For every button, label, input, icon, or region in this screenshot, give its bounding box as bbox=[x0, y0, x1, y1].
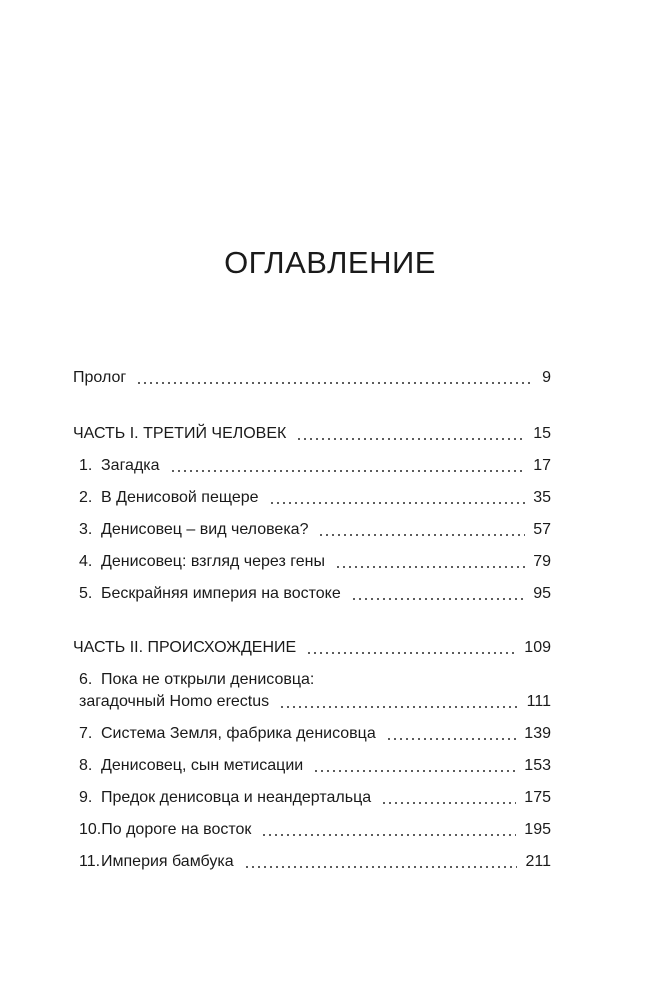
toc-entry-chapter-8[interactable] bbox=[79, 754, 551, 778]
chapter-number: 5. bbox=[79, 585, 93, 602]
toc-page-number: 95 bbox=[533, 585, 551, 602]
toc-entry-label: В Денисовой пещере bbox=[101, 489, 259, 506]
toc-entry-label: ЧАСТЬ II. ПРОИСХОЖДЕНИЕ bbox=[73, 639, 297, 656]
chapter-number: 6. bbox=[79, 671, 93, 688]
toc-page-number: 153 bbox=[524, 757, 551, 774]
toc-page-number: 57 bbox=[533, 521, 551, 538]
toc-entry-chapter-9[interactable] bbox=[79, 786, 551, 810]
toc-page-number: 175 bbox=[524, 789, 551, 806]
toc-entry-chapter-10[interactable] bbox=[79, 818, 551, 842]
dot-leader bbox=[261, 834, 516, 836]
dot-leader bbox=[244, 866, 518, 868]
chapter-number: 10. bbox=[79, 821, 102, 838]
dot-leader bbox=[296, 438, 525, 440]
toc-page-number: 9 bbox=[542, 369, 551, 386]
toc-page-number: 35 bbox=[533, 489, 551, 506]
toc-entry-chapter-4[interactable] bbox=[79, 550, 551, 574]
toc-entry-chapter-6-line2[interactable] bbox=[79, 690, 551, 714]
toc-entry-chapter-1[interactable] bbox=[79, 454, 551, 478]
chapter-number: 9. bbox=[79, 789, 93, 806]
chapter-number: 2. bbox=[79, 489, 93, 506]
toc-entry-part-2[interactable] bbox=[73, 636, 551, 660]
toc-entry-label: Загадка bbox=[101, 457, 160, 474]
toc-entry-label: загадочный Homo erectus bbox=[79, 693, 270, 710]
toc-entry-label: ЧАСТЬ I. ТРЕТИЙ ЧЕЛОВЕК bbox=[73, 425, 287, 442]
toc-page-number: 195 bbox=[524, 821, 551, 838]
chapter-number: 11. bbox=[79, 853, 101, 870]
toc-entry-label: Империя бамбука bbox=[101, 853, 234, 870]
toc-entry-label: Система Земля, фабрика денисовца bbox=[101, 725, 376, 742]
toc-page-number: 109 bbox=[524, 639, 551, 656]
toc-entry-prologue[interactable] bbox=[73, 366, 551, 390]
chapter-number: 8. bbox=[79, 757, 93, 774]
toc-entry-label: Денисовец: взгляд через гены bbox=[101, 553, 325, 570]
toc-entry-part-1[interactable] bbox=[73, 422, 551, 446]
toc-entry-label: Денисовец – вид человека? bbox=[101, 521, 309, 538]
toc-entry-label: Денисовец, сын метисации bbox=[101, 757, 304, 774]
toc-page-number: 79 bbox=[533, 553, 551, 570]
chapter-number: 1. bbox=[79, 457, 93, 474]
chapter-number: 3. bbox=[79, 521, 93, 538]
toc-entry-chapter-3[interactable] bbox=[79, 518, 551, 542]
dot-leader bbox=[386, 738, 517, 740]
toc-entry-label: Предок денисовца и неандертальца bbox=[101, 789, 372, 806]
toc-entry-label: Бескрайняя империя на востоке bbox=[101, 585, 341, 602]
dot-leader bbox=[381, 802, 516, 804]
toc-entry-chapter-7[interactable] bbox=[79, 722, 551, 746]
toc-entry-chapter-6-line1[interactable] bbox=[79, 668, 314, 692]
toc-page-number: 211 bbox=[525, 853, 551, 870]
dot-leader bbox=[335, 566, 525, 568]
toc-entry-label: Пока не открыли денисовца: bbox=[101, 671, 315, 688]
dot-leader bbox=[318, 534, 525, 536]
dot-leader bbox=[170, 470, 526, 472]
toc-entry-label: По дороге на восток bbox=[101, 821, 252, 838]
toc-entry-label: Пролог bbox=[73, 369, 127, 386]
toc-page-number: 139 bbox=[524, 725, 551, 742]
dot-leader bbox=[269, 502, 526, 504]
toc-entry-chapter-2[interactable] bbox=[79, 486, 551, 510]
dot-leader bbox=[279, 706, 519, 708]
toc-page-number: 15 bbox=[533, 425, 551, 442]
chapter-number: 4. bbox=[79, 553, 93, 570]
page-title: ОГЛАВЛЕНИЕ bbox=[224, 245, 436, 280]
dot-leader bbox=[351, 598, 525, 600]
toc-entry-chapter-5[interactable] bbox=[79, 582, 551, 606]
toc-page-number: 17 bbox=[533, 457, 551, 474]
dot-leader bbox=[306, 652, 516, 654]
toc-entry-chapter-11[interactable] bbox=[79, 850, 551, 874]
chapter-number: 7. bbox=[79, 725, 93, 742]
toc-page-number: 111 bbox=[526, 693, 551, 710]
dot-leader bbox=[313, 770, 516, 772]
dot-leader bbox=[136, 382, 534, 384]
